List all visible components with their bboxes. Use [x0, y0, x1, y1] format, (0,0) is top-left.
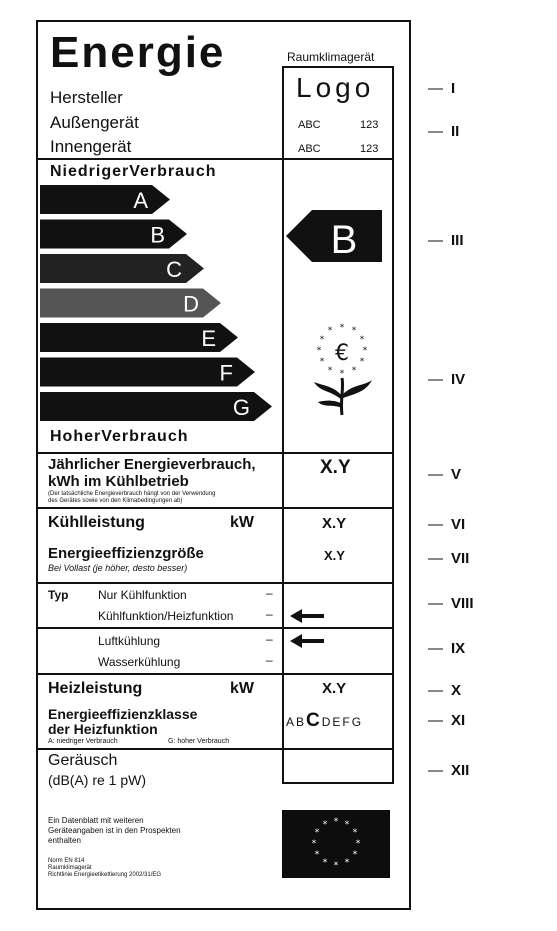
marker-x: — X: [428, 682, 461, 699]
marker-v: — V: [428, 466, 461, 483]
svg-text:*: *: [339, 369, 345, 379]
divider-consumption: [38, 507, 394, 509]
consumption-note-line2: des Gerätes sowie von den Klimabedingungen ab): [48, 498, 183, 504]
datasheet-note-line3: enthalten: [48, 836, 81, 845]
svg-text:*: *: [311, 839, 317, 849]
svg-text:*: *: [319, 357, 325, 367]
efficiency-scale: [40, 185, 280, 425]
outdoor-number: 123: [360, 119, 379, 131]
efficiency-bar-letter: F: [219, 360, 233, 386]
low-consumption-label: NiedrigerVerbrauch: [50, 163, 217, 180]
svg-text:*: *: [355, 839, 361, 849]
logo-box-top: [282, 66, 394, 68]
efficiency-ratio-note: Bei Vollast (je höher, desto besser): [48, 563, 188, 573]
datasheet-note-line1: Ein Datenblatt mit weiteren: [48, 816, 144, 825]
indoor-model: ABC: [298, 143, 321, 155]
divider-type: [38, 673, 394, 675]
label-title: Energie: [50, 28, 226, 77]
svg-text:*: *: [359, 357, 365, 367]
marker-iv: — IV: [428, 371, 465, 388]
svg-text:*: *: [351, 366, 357, 376]
marker-ii: — II: [428, 123, 459, 140]
type-label: Typ: [48, 588, 69, 602]
svg-text:*: *: [344, 820, 350, 830]
divider-type-mid: [38, 627, 282, 629]
rating-arrow: [286, 206, 386, 266]
annual-consumption-line2: kWh im Kühlbetrieb: [48, 473, 189, 490]
efficiency-bar-a: [40, 185, 170, 214]
efficiency-bar-d: [40, 289, 221, 318]
marker-xi: — XI: [428, 712, 465, 729]
efficiency-bar-letter: C: [166, 257, 182, 282]
svg-text:*: *: [316, 346, 322, 356]
marker-viii: — VIII: [428, 595, 474, 612]
divider-heating: [38, 748, 394, 750]
svg-text:*: *: [339, 323, 345, 333]
marker-vii: — VII: [428, 550, 469, 567]
appliance-category: Raumklimagerät: [287, 50, 375, 64]
marker-i: — I: [428, 80, 455, 97]
marker-xii: — XII: [428, 762, 469, 779]
annual-consumption-label: [48, 456, 256, 490]
efficiency-bar-letter: D: [183, 291, 199, 317]
svg-text:*: *: [327, 366, 333, 376]
heating-class-line1: Energieeffizienzklasse: [48, 706, 198, 722]
efficiency-bar-letter: E: [201, 326, 216, 351]
heating-class-line2: der Heizfunktion: [48, 721, 158, 737]
heating-capacity-value: X.Y: [322, 680, 347, 697]
efficiency-bar-letter: G: [232, 395, 250, 420]
eu-flower-icon: [302, 320, 382, 420]
rating-class: B: [330, 218, 358, 262]
efficiency-ratio-value: X.Y: [324, 548, 345, 563]
indoor-unit-label: Innengerät: [50, 137, 132, 156]
cooling-capacity-label: Kühlleistung: [48, 514, 145, 531]
euro-symbol: €: [335, 341, 349, 366]
norm-line3: Richtlinie Energieetikettierung 2002/31/EG: [48, 872, 162, 878]
efficiency-bar-g: [40, 392, 272, 421]
indoor-number: 123: [360, 143, 379, 155]
manufacturer-logo: Logo: [296, 72, 375, 103]
outdoor-unit-label: Außengerät: [50, 113, 139, 132]
divider-scale: [38, 452, 394, 454]
heating-class-selected: C: [306, 710, 322, 731]
svg-text:*: *: [362, 346, 368, 356]
datasheet-note: [48, 816, 181, 846]
type-dash: –: [266, 653, 273, 667]
svg-text:*: *: [333, 817, 339, 827]
norm-line1: Norm EN 814: [48, 858, 85, 864]
datasheet-note-line2: Geräteangaben ist in den Prospekten: [48, 826, 181, 835]
type-option-water-cooled: Wasserkühlung: [98, 655, 181, 669]
heating-class-before: AB: [286, 715, 307, 729]
high-consumption-label: HoherVerbrauch: [50, 428, 189, 445]
efficiency-ratio-label: Energieeffizienzgröße: [48, 545, 204, 562]
heating-class-scale: [286, 710, 363, 732]
cooling-capacity-value: X.Y: [322, 515, 347, 532]
efficiency-bar-f: [40, 358, 255, 387]
efficiency-bar-e: [40, 323, 238, 352]
marker-ix: — IX: [428, 640, 465, 657]
divider-type-mid-right: [282, 627, 394, 629]
type-option-cooling-heating: Kühlfunktion/Heizfunktion: [98, 609, 234, 623]
annual-consumption-line1: Jährlicher Energieverbrauch,: [48, 456, 256, 473]
outdoor-model: ABC: [298, 119, 321, 131]
svg-text:*: *: [359, 335, 365, 345]
svg-text:*: *: [319, 335, 325, 345]
heating-capacity-label: Heizleistung: [48, 680, 143, 697]
svg-text:*: *: [333, 861, 339, 871]
heating-class-after: DEFG: [321, 715, 364, 729]
eu-flag-icon: [282, 810, 390, 878]
manufacturer-label: Hersteller: [50, 88, 123, 107]
type-dash: –: [266, 586, 273, 600]
noise-box-bottom: [282, 782, 394, 784]
marker-iii: — III: [428, 232, 464, 249]
svg-text:*: *: [352, 828, 358, 838]
consumption-note-line1: (Der tatsächliche Energieverbrauch hängt von der Verwendung: [48, 491, 216, 497]
cooling-capacity-unit: kW: [230, 514, 254, 531]
heating-class-label: [48, 707, 197, 737]
type-dash: –: [266, 632, 273, 646]
selected-cooling-arrow-icon: [290, 634, 326, 648]
efficiency-bar-letter: A: [133, 188, 148, 213]
heating-class-note-g: G: hoher Verbrauch: [168, 738, 230, 745]
efficiency-bar-shape: [40, 185, 170, 214]
divider-efficiency: [38, 582, 394, 584]
heating-class-note-a: A: niedriger Verbrauch: [48, 738, 118, 745]
noise-label: Geräusch: [48, 752, 118, 769]
marker-vi: — VI: [428, 516, 465, 533]
svg-text:*: *: [314, 828, 320, 838]
svg-text:*: *: [327, 326, 333, 336]
efficiency-bar-b: [40, 220, 187, 249]
annual-consumption-value: X.Y: [320, 457, 351, 478]
svg-text:*: *: [322, 858, 328, 868]
noise-unit: (dB(A) re 1 pW): [48, 772, 147, 788]
type-option-air-cooled: Luftkühlung: [98, 634, 161, 648]
efficiency-bar-c: [40, 254, 204, 283]
svg-text:*: *: [314, 850, 320, 860]
heating-capacity-unit: kW: [230, 680, 254, 697]
selected-type-arrow-icon: [290, 609, 326, 623]
type-dash: –: [266, 607, 273, 621]
svg-text:*: *: [322, 820, 328, 830]
svg-text:*: *: [351, 326, 357, 336]
svg-text:*: *: [344, 858, 350, 868]
efficiency-bar-letter: B: [150, 222, 165, 248]
consumption-note: [48, 491, 215, 505]
svg-text:*: *: [352, 850, 358, 860]
type-option-cooling-only: Nur Kühlfunktion: [98, 588, 187, 602]
norm-line2: Raumklimagerät: [48, 865, 92, 871]
norm-reference: [48, 858, 161, 879]
divider-header: [38, 158, 394, 160]
